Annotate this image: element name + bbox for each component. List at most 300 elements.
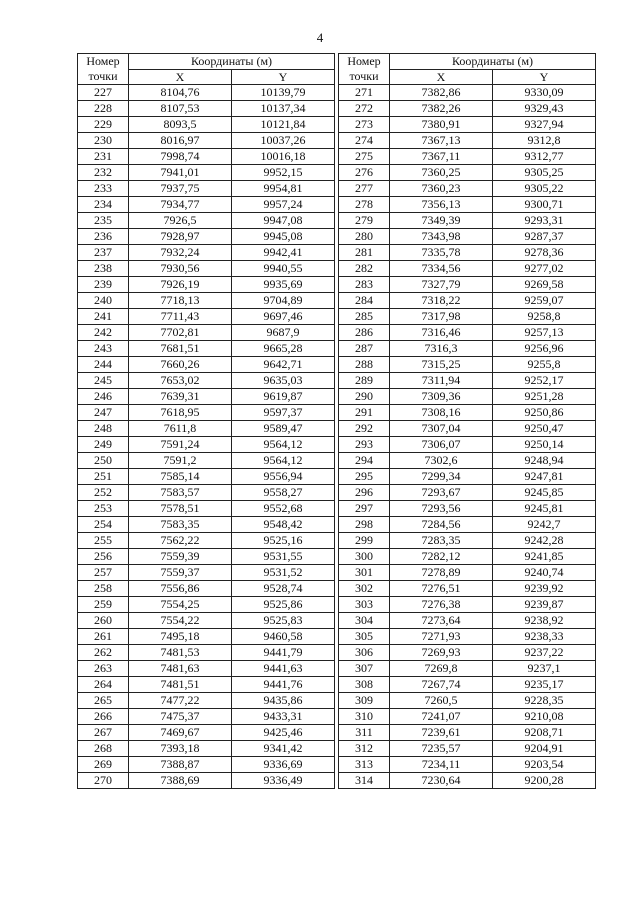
table-row (78, 181, 335, 197)
point-number-cell: 236 (78, 229, 129, 245)
point-number-cell: 274 (339, 133, 390, 149)
table-row (339, 565, 596, 581)
table-row (78, 309, 335, 325)
y-coordinate-cell: 9327,94 (493, 117, 596, 133)
y-coordinate-cell: 9957,24 (232, 197, 335, 213)
table-row (78, 373, 335, 389)
point-number-cell: 233 (78, 181, 129, 197)
table-row (339, 277, 596, 293)
table-row (78, 165, 335, 181)
x-coordinate-cell: 7393,18 (129, 741, 232, 757)
point-number-cell: 279 (339, 213, 390, 229)
table-row (78, 565, 335, 581)
x-coordinate-cell: 7239,61 (390, 725, 493, 741)
table-row (78, 389, 335, 405)
y-coordinate-cell: 9238,92 (493, 613, 596, 629)
x-coordinate-cell: 7653,02 (129, 373, 232, 389)
table-row (339, 133, 596, 149)
table-row (78, 517, 335, 533)
y-coordinate-cell: 9947,08 (232, 213, 335, 229)
table-row (339, 533, 596, 549)
y-coordinate-cell: 9441,63 (232, 661, 335, 677)
y-coordinate-cell: 9940,55 (232, 261, 335, 277)
y-coordinate-cell: 10137,34 (232, 101, 335, 117)
x-coordinate-cell: 7941,01 (129, 165, 232, 181)
table-row (339, 485, 596, 501)
point-number-cell: 252 (78, 485, 129, 501)
table-row (78, 613, 335, 629)
table-row (78, 677, 335, 693)
point-number-cell: 305 (339, 629, 390, 645)
table-row (339, 149, 596, 165)
y-coordinate-cell: 9564,12 (232, 453, 335, 469)
y-coordinate-cell: 9278,36 (493, 245, 596, 261)
y-coordinate-cell: 9210,08 (493, 709, 596, 725)
y-coordinate-cell: 9259,07 (493, 293, 596, 309)
point-number-cell: 287 (339, 341, 390, 357)
point-number-cell: 301 (339, 565, 390, 581)
point-number-cell: 271 (339, 85, 390, 101)
x-coordinate-cell: 7276,38 (390, 597, 493, 613)
y-coordinate-cell: 9257,13 (493, 325, 596, 341)
x-coordinate-cell: 7702,81 (129, 325, 232, 341)
point-number-cell: 239 (78, 277, 129, 293)
y-coordinate-cell: 9241,85 (493, 549, 596, 565)
point-number-cell: 265 (78, 693, 129, 709)
x-coordinate-cell: 7388,87 (129, 757, 232, 773)
coordinates-table-left (77, 53, 335, 789)
y-coordinate-cell: 9460,58 (232, 629, 335, 645)
y-coordinate-cell: 9525,86 (232, 597, 335, 613)
table-row (339, 373, 596, 389)
x-coordinate-cell: 7308,16 (390, 405, 493, 421)
y-coordinate-cell: 9952,15 (232, 165, 335, 181)
table-row (339, 357, 596, 373)
y-coordinate-cell: 9208,71 (493, 725, 596, 741)
x-coordinate-cell: 7367,13 (390, 133, 493, 149)
x-coordinate-cell: 7559,37 (129, 565, 232, 581)
table-row (78, 741, 335, 757)
point-number-cell: 228 (78, 101, 129, 117)
y-coordinate-cell: 9256,96 (493, 341, 596, 357)
table-row (78, 757, 335, 773)
y-coordinate-cell: 9200,28 (493, 773, 596, 789)
x-coordinate-cell: 7334,56 (390, 261, 493, 277)
table-row (78, 85, 335, 101)
point-number-cell: 291 (339, 405, 390, 421)
table-row (339, 197, 596, 213)
table-row (339, 389, 596, 405)
y-coordinate-cell: 9287,37 (493, 229, 596, 245)
table-row (78, 661, 335, 677)
x-coordinate-cell: 7307,04 (390, 421, 493, 437)
x-coordinate-cell: 7267,74 (390, 677, 493, 693)
y-coordinate-cell: 9556,94 (232, 469, 335, 485)
point-number-cell: 249 (78, 437, 129, 453)
y-coordinate-cell: 9204,91 (493, 741, 596, 757)
table-row (339, 229, 596, 245)
y-coordinate-cell: 9441,76 (232, 677, 335, 693)
x-coordinate-cell: 7284,56 (390, 517, 493, 533)
point-number-cell: 272 (339, 101, 390, 117)
point-number-cell: 280 (339, 229, 390, 245)
y-coordinate-cell: 9597,37 (232, 405, 335, 421)
x-coordinate-cell: 7926,5 (129, 213, 232, 229)
point-number-cell: 283 (339, 277, 390, 293)
x-coordinate-cell: 7681,51 (129, 341, 232, 357)
header-point-number: Номер точки (78, 54, 129, 85)
point-number-cell: 242 (78, 325, 129, 341)
y-coordinate-cell: 9305,22 (493, 181, 596, 197)
x-coordinate-cell: 7316,3 (390, 341, 493, 357)
y-coordinate-cell: 9239,92 (493, 581, 596, 597)
x-coordinate-cell: 7380,91 (390, 117, 493, 133)
table-row (339, 677, 596, 693)
point-number-cell: 293 (339, 437, 390, 453)
table-row (78, 197, 335, 213)
x-coordinate-cell: 7481,63 (129, 661, 232, 677)
point-number-cell: 238 (78, 261, 129, 277)
x-coordinate-cell: 7554,25 (129, 597, 232, 613)
y-coordinate-cell: 9942,41 (232, 245, 335, 261)
y-coordinate-cell: 9242,7 (493, 517, 596, 533)
x-coordinate-cell: 7241,07 (390, 709, 493, 725)
y-coordinate-cell: 9528,74 (232, 581, 335, 597)
y-coordinate-cell: 9564,12 (232, 437, 335, 453)
x-coordinate-cell: 7382,86 (390, 85, 493, 101)
y-coordinate-cell: 9312,77 (493, 149, 596, 165)
point-number-cell: 260 (78, 613, 129, 629)
y-coordinate-cell: 9425,46 (232, 725, 335, 741)
point-number-cell: 298 (339, 517, 390, 533)
table-row (339, 421, 596, 437)
point-number-cell: 259 (78, 597, 129, 613)
x-coordinate-cell: 7583,57 (129, 485, 232, 501)
x-coordinate-cell: 7578,51 (129, 501, 232, 517)
table-row (78, 581, 335, 597)
y-coordinate-cell: 9697,46 (232, 309, 335, 325)
table-row (78, 405, 335, 421)
y-coordinate-cell: 9552,68 (232, 501, 335, 517)
table-row (339, 469, 596, 485)
y-coordinate-cell: 9245,85 (493, 485, 596, 501)
point-number-cell: 284 (339, 293, 390, 309)
point-number-cell: 250 (78, 453, 129, 469)
x-coordinate-cell: 7477,22 (129, 693, 232, 709)
point-number-cell: 292 (339, 421, 390, 437)
x-coordinate-cell: 7611,8 (129, 421, 232, 437)
table-row (339, 661, 596, 677)
y-coordinate-cell: 9954,81 (232, 181, 335, 197)
point-number-cell: 267 (78, 725, 129, 741)
y-coordinate-cell: 9687,9 (232, 325, 335, 341)
x-coordinate-cell: 7335,78 (390, 245, 493, 261)
table-row (78, 453, 335, 469)
header-coordinates: Координаты (м) (129, 54, 335, 70)
x-coordinate-cell: 7481,51 (129, 677, 232, 693)
x-coordinate-cell: 7559,39 (129, 549, 232, 565)
x-coordinate-cell: 7318,22 (390, 293, 493, 309)
point-number-cell: 275 (339, 149, 390, 165)
y-coordinate-cell: 9435,86 (232, 693, 335, 709)
point-number-cell: 288 (339, 357, 390, 373)
y-coordinate-cell: 9312,8 (493, 133, 596, 149)
y-coordinate-cell: 9300,71 (493, 197, 596, 213)
x-coordinate-cell: 7282,12 (390, 549, 493, 565)
y-coordinate-cell: 9228,35 (493, 693, 596, 709)
point-number-cell: 290 (339, 389, 390, 405)
x-coordinate-cell: 7388,69 (129, 773, 232, 789)
y-coordinate-cell: 9269,58 (493, 277, 596, 293)
table-row (339, 725, 596, 741)
y-coordinate-cell: 9242,28 (493, 533, 596, 549)
y-coordinate-cell: 9336,49 (232, 773, 335, 789)
table-row (78, 485, 335, 501)
y-coordinate-cell: 10016,18 (232, 149, 335, 165)
point-number-cell: 257 (78, 565, 129, 581)
table-row (78, 357, 335, 373)
table-body-right (339, 85, 596, 789)
y-coordinate-cell: 9704,89 (232, 293, 335, 309)
header-y: Y (493, 69, 596, 85)
x-coordinate-cell: 7382,26 (390, 101, 493, 117)
x-coordinate-cell: 7269,93 (390, 645, 493, 661)
coordinates-table-right (338, 53, 596, 789)
table-row (78, 501, 335, 517)
y-coordinate-cell: 9248,94 (493, 453, 596, 469)
x-coordinate-cell: 7932,24 (129, 245, 232, 261)
point-number-cell: 254 (78, 517, 129, 533)
point-number-cell: 278 (339, 197, 390, 213)
table-row (339, 501, 596, 517)
table-row (339, 741, 596, 757)
x-coordinate-cell: 7230,64 (390, 773, 493, 789)
x-coordinate-cell: 7554,22 (129, 613, 232, 629)
y-coordinate-cell: 9525,16 (232, 533, 335, 549)
point-number-cell: 247 (78, 405, 129, 421)
y-coordinate-cell: 9250,47 (493, 421, 596, 437)
y-coordinate-cell: 9330,09 (493, 85, 596, 101)
point-number-cell: 237 (78, 245, 129, 261)
y-coordinate-cell: 9305,25 (493, 165, 596, 181)
x-coordinate-cell: 7360,25 (390, 165, 493, 181)
table-row (339, 629, 596, 645)
y-coordinate-cell: 9589,47 (232, 421, 335, 437)
y-coordinate-cell: 9642,71 (232, 357, 335, 373)
table-row (78, 245, 335, 261)
page-number: 4 (316, 30, 324, 45)
table-row (339, 261, 596, 277)
x-coordinate-cell: 7360,23 (390, 181, 493, 197)
table-row (339, 437, 596, 453)
y-coordinate-cell: 9237,1 (493, 661, 596, 677)
point-number-cell: 289 (339, 373, 390, 389)
x-coordinate-cell: 7299,34 (390, 469, 493, 485)
table-row (339, 693, 596, 709)
point-number-cell: 302 (339, 581, 390, 597)
x-coordinate-cell: 7260,5 (390, 693, 493, 709)
table-row (78, 293, 335, 309)
point-number-cell: 261 (78, 629, 129, 645)
table-row (339, 773, 596, 789)
x-coordinate-cell: 7591,2 (129, 453, 232, 469)
x-coordinate-cell: 7660,26 (129, 357, 232, 373)
x-coordinate-cell: 7349,39 (390, 213, 493, 229)
point-number-cell: 310 (339, 709, 390, 725)
y-coordinate-cell: 9665,28 (232, 341, 335, 357)
point-number-cell: 266 (78, 709, 129, 725)
x-coordinate-cell: 7309,36 (390, 389, 493, 405)
table-row (339, 645, 596, 661)
table-row (78, 277, 335, 293)
x-coordinate-cell: 7293,67 (390, 485, 493, 501)
table-row (78, 213, 335, 229)
y-coordinate-cell: 9203,54 (493, 757, 596, 773)
y-coordinate-cell: 10121,84 (232, 117, 335, 133)
y-coordinate-cell: 9336,69 (232, 757, 335, 773)
table-row (339, 325, 596, 341)
header-x: X (390, 69, 493, 85)
point-number-cell: 232 (78, 165, 129, 181)
point-number-cell: 256 (78, 549, 129, 565)
table-row (78, 645, 335, 661)
point-number-cell: 241 (78, 309, 129, 325)
point-number-cell: 297 (339, 501, 390, 517)
point-number-cell: 262 (78, 645, 129, 661)
x-coordinate-cell: 7235,57 (390, 741, 493, 757)
x-coordinate-cell: 7271,93 (390, 629, 493, 645)
x-coordinate-cell: 7317,98 (390, 309, 493, 325)
x-coordinate-cell: 7618,95 (129, 405, 232, 421)
y-coordinate-cell: 9251,28 (493, 389, 596, 405)
point-number-cell: 268 (78, 741, 129, 757)
point-number-cell: 307 (339, 661, 390, 677)
point-number-cell: 235 (78, 213, 129, 229)
x-coordinate-cell: 7316,46 (390, 325, 493, 341)
table-row (339, 213, 596, 229)
x-coordinate-cell: 7928,97 (129, 229, 232, 245)
table-row (339, 517, 596, 533)
point-number-cell: 309 (339, 693, 390, 709)
point-number-cell: 240 (78, 293, 129, 309)
x-coordinate-cell: 7269,8 (390, 661, 493, 677)
x-coordinate-cell: 7276,51 (390, 581, 493, 597)
y-coordinate-cell: 9250,86 (493, 405, 596, 421)
table-row (339, 757, 596, 773)
table-row (339, 597, 596, 613)
x-coordinate-cell: 7327,79 (390, 277, 493, 293)
table-row (78, 629, 335, 645)
x-coordinate-cell: 7293,56 (390, 501, 493, 517)
table-row (339, 85, 596, 101)
point-number-cell: 312 (339, 741, 390, 757)
header-coordinates: Координаты (м) (390, 54, 596, 70)
point-number-cell: 285 (339, 309, 390, 325)
table-row (339, 709, 596, 725)
table-row (78, 421, 335, 437)
table-row (339, 293, 596, 309)
point-number-cell: 264 (78, 677, 129, 693)
table-row (339, 613, 596, 629)
point-number-cell: 303 (339, 597, 390, 613)
x-coordinate-cell: 8016,97 (129, 133, 232, 149)
table-row (78, 341, 335, 357)
x-coordinate-cell: 7343,98 (390, 229, 493, 245)
point-number-cell: 281 (339, 245, 390, 261)
y-coordinate-cell: 9255,8 (493, 357, 596, 373)
x-coordinate-cell: 7937,75 (129, 181, 232, 197)
table-row (339, 453, 596, 469)
point-number-cell: 314 (339, 773, 390, 789)
point-number-cell: 248 (78, 421, 129, 437)
table-row (78, 709, 335, 725)
table-row (78, 133, 335, 149)
point-number-cell: 246 (78, 389, 129, 405)
table-row (78, 597, 335, 613)
header-x: X (129, 69, 232, 85)
point-number-cell: 227 (78, 85, 129, 101)
point-number-cell: 229 (78, 117, 129, 133)
x-coordinate-cell: 7311,94 (390, 373, 493, 389)
point-number-cell: 295 (339, 469, 390, 485)
x-coordinate-cell: 7639,31 (129, 389, 232, 405)
table-row (339, 341, 596, 357)
y-coordinate-cell: 9237,22 (493, 645, 596, 661)
point-number-cell: 304 (339, 613, 390, 629)
x-coordinate-cell: 7585,14 (129, 469, 232, 485)
point-number-cell: 308 (339, 677, 390, 693)
point-number-cell: 263 (78, 661, 129, 677)
table-row (339, 181, 596, 197)
x-coordinate-cell: 7306,07 (390, 437, 493, 453)
table-row (78, 549, 335, 565)
y-coordinate-cell: 9531,55 (232, 549, 335, 565)
x-coordinate-cell: 7556,86 (129, 581, 232, 597)
table-row (339, 581, 596, 597)
point-number-cell: 273 (339, 117, 390, 133)
table-row (78, 117, 335, 133)
y-coordinate-cell: 9277,02 (493, 261, 596, 277)
x-coordinate-cell: 7367,11 (390, 149, 493, 165)
point-number-cell: 269 (78, 757, 129, 773)
x-coordinate-cell: 7562,22 (129, 533, 232, 549)
point-number-cell: 311 (339, 725, 390, 741)
table-row (78, 773, 335, 789)
y-coordinate-cell: 9341,42 (232, 741, 335, 757)
point-number-cell: 306 (339, 645, 390, 661)
y-coordinate-cell: 10037,26 (232, 133, 335, 149)
x-coordinate-cell: 8107,53 (129, 101, 232, 117)
y-coordinate-cell: 9239,87 (493, 597, 596, 613)
table-row (339, 245, 596, 261)
y-coordinate-cell: 9250,14 (493, 437, 596, 453)
y-coordinate-cell: 9945,08 (232, 229, 335, 245)
y-coordinate-cell: 9548,42 (232, 517, 335, 533)
y-coordinate-cell: 9252,17 (493, 373, 596, 389)
point-number-cell: 251 (78, 469, 129, 485)
point-number-cell: 245 (78, 373, 129, 389)
point-number-cell: 270 (78, 773, 129, 789)
x-coordinate-cell: 7926,19 (129, 277, 232, 293)
x-coordinate-cell: 8093,5 (129, 117, 232, 133)
y-coordinate-cell: 9935,69 (232, 277, 335, 293)
x-coordinate-cell: 7234,11 (390, 757, 493, 773)
y-coordinate-cell: 9247,81 (493, 469, 596, 485)
x-coordinate-cell: 7273,64 (390, 613, 493, 629)
table-row (78, 149, 335, 165)
x-coordinate-cell: 7283,35 (390, 533, 493, 549)
x-coordinate-cell: 7469,67 (129, 725, 232, 741)
